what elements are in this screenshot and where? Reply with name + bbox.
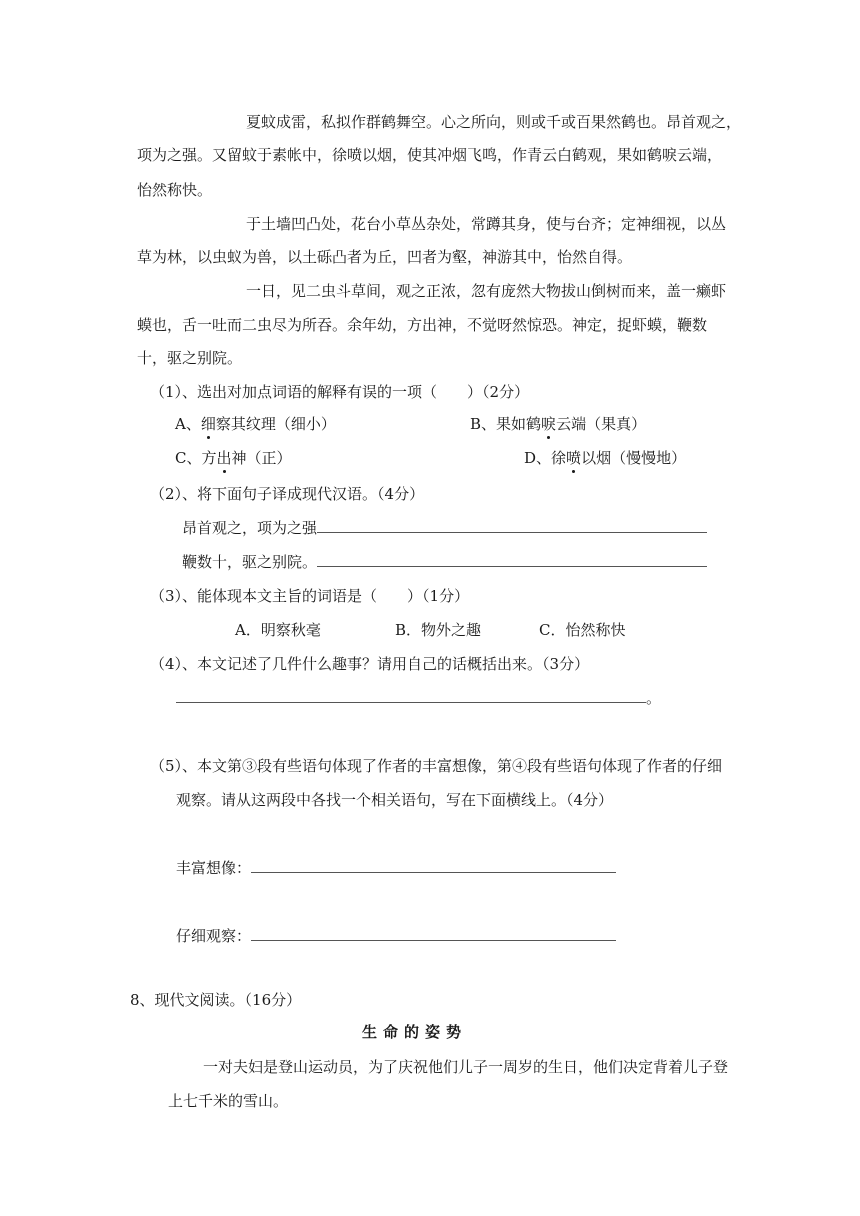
- passage-p1-line2: 项为之强。又留蚊于素帐中，徐喷以烟，使其冲烟飞鸣，作青云白鹤观，果如鹤唳云端，: [137, 146, 723, 164]
- passage-p3-line3: 十，驱之别院。: [137, 349, 243, 367]
- q2-sentence-1: 昂首观之，项为之强: [182, 518, 707, 538]
- answer-line[interactable]: [317, 518, 707, 533]
- q2-sentence-2: 鞭数十，驱之别院。: [182, 552, 707, 572]
- answer-line[interactable]: [317, 552, 707, 567]
- q5-imagination-row: 丰富想像：: [176, 858, 616, 878]
- q3-option-a: A．明察秋毫: [235, 621, 321, 639]
- q1-option-c: C、方出神（正）: [175, 449, 292, 467]
- q1-option-b: B、果如鹤唳云端（果真）: [470, 415, 647, 433]
- q4-stem: （4）、本文记述了几件什么趣事？请用自己的话概括出来。（3分）: [150, 655, 590, 673]
- passage-p3-line2: 蟆也，舌一吐而二虫尽为所吞。余年幼，方出神，不觉呀然惊恐。神定，捉虾蟆，鞭数: [137, 316, 708, 334]
- answer-line[interactable]: [176, 688, 646, 703]
- q5-stem-line1: （5）、本文第③段有些语句体现了作者的丰富想像，第④段有些语句体现了作者的仔细: [150, 757, 723, 775]
- q3-option-c: C．怡然称快: [539, 621, 626, 639]
- passage-p1-line3: 怡然称快。: [137, 181, 213, 199]
- passage-p3-line1: 一日，见二虫斗草间，观之正浓，忽有庞然大物拔山倒树而来，盖一癞虾: [246, 282, 727, 300]
- emphasis-dot-char: 喷: [566, 449, 582, 467]
- emphasis-dot-char: 出: [216, 449, 232, 467]
- emphasis-dot-char: 细: [200, 415, 216, 433]
- passage-p1-line1: 夏蚊成雷，私拟作群鹤舞空。心之所向，则或千或百果然鹤也。昂首观之，: [246, 113, 742, 131]
- section-8-heading: 8、现代文阅读。（16分）: [130, 991, 302, 1009]
- answer-line[interactable]: [251, 926, 616, 941]
- article-line-1: 一对夫妇是登山运动员，为了庆祝他们儿子一周岁的生日，他们决定背着儿子登: [203, 1058, 729, 1076]
- emphasis-dot-char: 唳: [541, 415, 557, 433]
- article-title: 生命的姿势: [362, 1023, 468, 1041]
- q1-option-a: A、细察其纹理（细小）: [175, 415, 336, 433]
- q3-option-b: B．物外之趣: [395, 621, 482, 639]
- q4-answer-row: 。: [176, 688, 661, 708]
- q1-stem: （1）、选出对加点词语的解释有误的一项（ ）（2分）: [150, 383, 530, 401]
- q5-observation-row: 仔细观察：: [176, 926, 616, 946]
- q1-option-d: D、徐喷以烟（慢慢地）: [524, 449, 687, 467]
- q2-stem: （2）、将下面句子译成现代汉语。（4分）: [150, 485, 425, 503]
- passage-p2-line2: 草为林，以虫蚁为兽，以土砾凸者为丘，凹者为壑，神游其中，怡然自得。: [137, 248, 633, 266]
- q3-stem: （3）、能体现本文主旨的词语是（ ）（1分）: [150, 587, 470, 605]
- q5-stem-line2: 观察。请从这两段中各找一个相关语句，写在下面横线上。（4分）: [176, 791, 614, 809]
- answer-line[interactable]: [251, 858, 616, 873]
- passage-p2-line1: 于土墙凹凸处，花台小草丛杂处，常蹲其身，使与台齐；定神细视，以丛: [246, 215, 727, 233]
- article-line-2: 上七千米的雪山。: [168, 1092, 289, 1110]
